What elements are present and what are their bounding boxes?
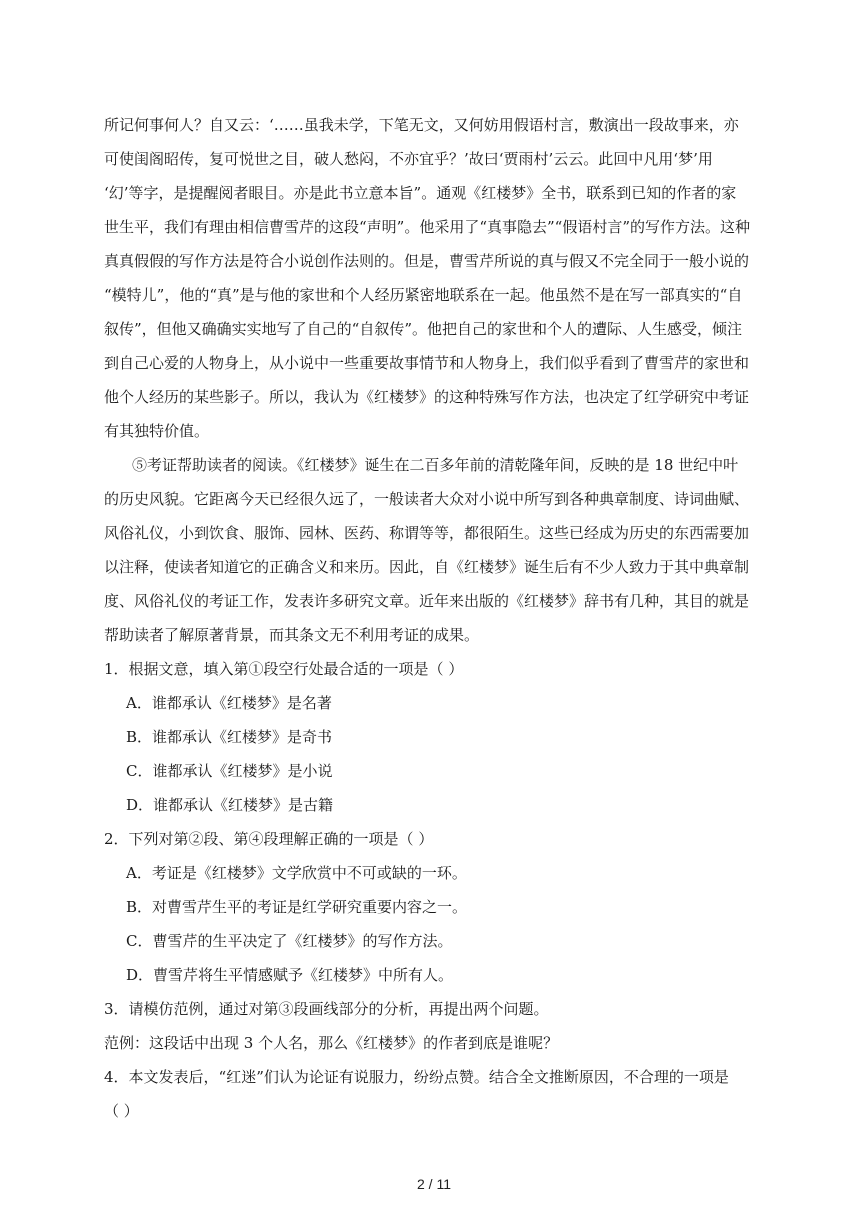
question-stem: 1．根据文意，填入第①段空行处最合适的一项是（ ） [104, 660, 464, 678]
text-line: ⑤考证帮助读者的阅读。《红楼梦》诞生在二百多年前的清乾隆年间，反映的是 18 世纪中叶 [132, 456, 739, 474]
option-d: D．谁都承认《红楼梦》是古籍 [126, 796, 334, 814]
document-page [104, 108, 764, 1128]
text-line: 他个人经历的某些影子。所以，我认为《红楼梦》的这种特殊写作方法，也决定了红学研究中考证 [104, 388, 750, 406]
text-line: 风俗礼仪，小到饮食、服饰、园林、医药、称谓等等，都很陌生。这些已经成为历史的东西需要加 [104, 524, 750, 542]
question-stem: 4．本文发表后，“红迷”们认为论证有说服力，纷纷点赞。结合全文推断原因，不合理的一项是 [104, 1068, 729, 1086]
text-line: 世生平，我们有理由相信曹雪芹的这段“声明”。他采用了“真事隐去”“假语村言”的写作方法。这种 [104, 218, 751, 236]
paragraph-5 [104, 448, 764, 652]
example-text: 范例：这段话中出现 3 个人名，那么《红楼梦》的作者到底是谁呢？ [104, 1034, 559, 1052]
text-line: 以注释，使读者知道它的正确含义和来历。因此，自《红楼梦》诞生后有不少人致力于其中典章制 [104, 558, 750, 576]
text-line: 帮助读者了解原著背景，而其条文无不利用考证的成果。 [104, 626, 480, 644]
text-line: 有其独特价值。 [104, 422, 210, 440]
option-b: B．谁都承认《红楼梦》是奇书 [126, 728, 333, 746]
page-number: 2 / 11 [417, 1176, 451, 1192]
text-line: 所记何事何人？自又云：‘……虽我未学，下笔无文，又何妨用假语村言，敷演出一段故事来，亦 [104, 116, 739, 134]
question-3 [104, 992, 764, 1060]
text-line: 可使闺阁昭传，复可悦世之目，破人愁闷，不亦宜乎？’故曰‘贾雨村’云云。此回中凡用‘梦’用 [104, 150, 713, 168]
option-d: D．曹雪芹将生平情感赋予《红楼梦》中所有人。 [126, 966, 454, 984]
question-stem: 2．下列对第②段、第④段理解正确的一项是（ ） [104, 830, 434, 848]
text-line: “模特儿”，他的“真”是与他的家世和个人经历紧密地联系在一起。他虽然不是在写一部真实的“自 [104, 286, 743, 304]
question-2 [104, 822, 764, 992]
continuation-paragraph [104, 108, 764, 448]
option-a: A．谁都承认《红楼梦》是名著 [126, 694, 332, 712]
text-line: 度、风俗礼仪的考证工作，发表许多研究文章。近年来出版的《红楼梦》辞书有几种，其目的就是 [104, 592, 750, 610]
question-4 [104, 1060, 764, 1128]
option-c: C．曹雪芹的生平决定了《红楼梦》的写作方法。 [126, 932, 453, 950]
option-c: C．谁都承认《红楼梦》是小说 [126, 762, 333, 780]
answer-bracket: （ ） [104, 1102, 139, 1120]
text-line: 到自己心爱的人物身上，从小说中一些重要故事情节和人物身上，我们似乎看到了曹雪芹的家世和 [104, 354, 750, 372]
question-stem: 3．请模仿范例，通过对第③段画线部分的分析，再提出两个问题。 [104, 1000, 549, 1018]
option-a: A．考证是《红楼梦》文学欣赏中不可或缺的一环。 [126, 864, 467, 882]
text-line: 叙传”，但他又确确实实地写了自己的“自叙传”。他把自己的家世和个人的遭际、人生感受，倾注 [104, 320, 743, 338]
option-b: B．对曹雪芹生平的考证是红学研究重要内容之一。 [126, 898, 468, 916]
text-line: 真真假假的写作方法是符合小说创作法则的。但是，曹雪芹所说的真与假又不完全同于一般小说的 [104, 252, 750, 270]
question-1 [104, 652, 764, 822]
text-line: 的历史风貌。它距离今天已经很久远了，一般读者大众对小说中所写到各种典章制度、诗词曲赋、 [104, 490, 750, 508]
text-line: ‘幻’等字，是提醒阅者眼目。亦是此书立意本旨”。通观《红楼梦》全书，联系到已知的作者的家 [104, 184, 737, 202]
